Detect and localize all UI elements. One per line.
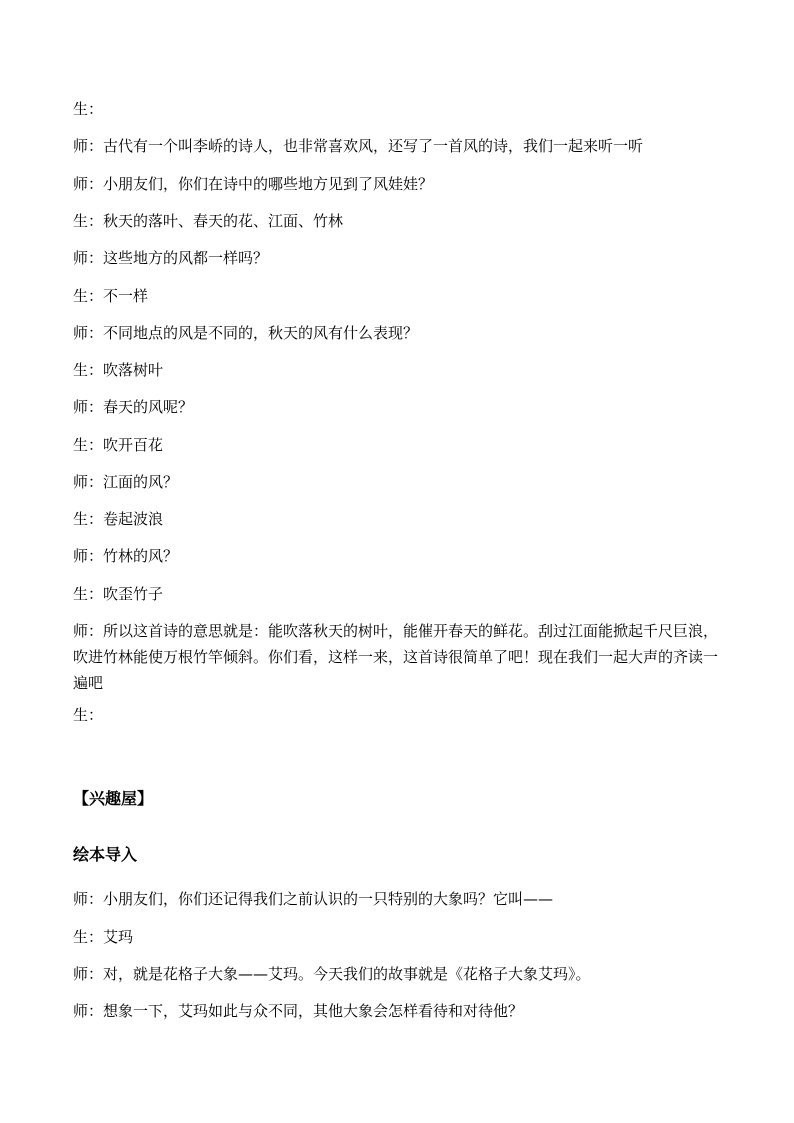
dialogue-line: 师：江面的风？: [73, 473, 179, 491]
dialogue-line: 生：吹落树叶: [73, 361, 164, 379]
dialogue-line: 师：对，就是花格子大象——艾玛。今天我们的故事就是《花格子大象艾玛》。: [73, 965, 591, 983]
dialogue-line: 生：: [73, 706, 104, 724]
section-heading: 【兴趣屋】: [73, 789, 154, 808]
dialogue-line: 生：: [73, 100, 104, 118]
dialogue-line: 师：小朋友们，你们还记得我们之前认识的一只特别的大象吗？它叫——: [73, 890, 554, 908]
dialogue-line: 师：小朋友们，你们在诗中的哪些地方见到了风娃娃？: [73, 175, 434, 193]
dialogue-line: 生：卷起波浪: [73, 510, 164, 528]
subsection-heading: 绘本导入: [73, 845, 138, 864]
dialogue-line: 师：想象一下，艾玛如此与众不同，其他大象会怎样看待和对待他？: [73, 1002, 524, 1020]
dialogue-line: 师：古代有一个叫李峤的诗人，也非常喜欢风，还写了一首风的诗，我们一起来听一听: [73, 137, 644, 155]
dialogue-line: 生：秋天的落叶、春天的花、江面、竹林: [73, 212, 344, 230]
summary-paragraph: 师：所以这首诗的意思就是：能吹落秋天的树叶，能催开春天的鲜花。刮过江面能掀起千尺巨浪，吹进竹林能使万根竹竿倾斜。你们看，这样一来，这首诗很简单了吧！现在我们一起大声的齐读一遍吧: [73, 622, 719, 692]
dialogue-line: 师：竹林的风？: [73, 547, 179, 565]
dialogue-line: 生：不一样: [73, 287, 149, 305]
dialogue-line: 生：艾玛: [73, 928, 134, 946]
dialogue-line: 生：吹歪竹子: [73, 585, 164, 603]
dialogue-line: 师：这些地方的风都一样吗？: [73, 249, 269, 267]
dialogue-line: 师：春天的风呢？: [73, 398, 194, 416]
dialogue-line: 生：吹开百花: [73, 436, 164, 454]
dialogue-line: 师：不同地点的风是不同的，秋天的风有什么表现？: [73, 324, 419, 342]
